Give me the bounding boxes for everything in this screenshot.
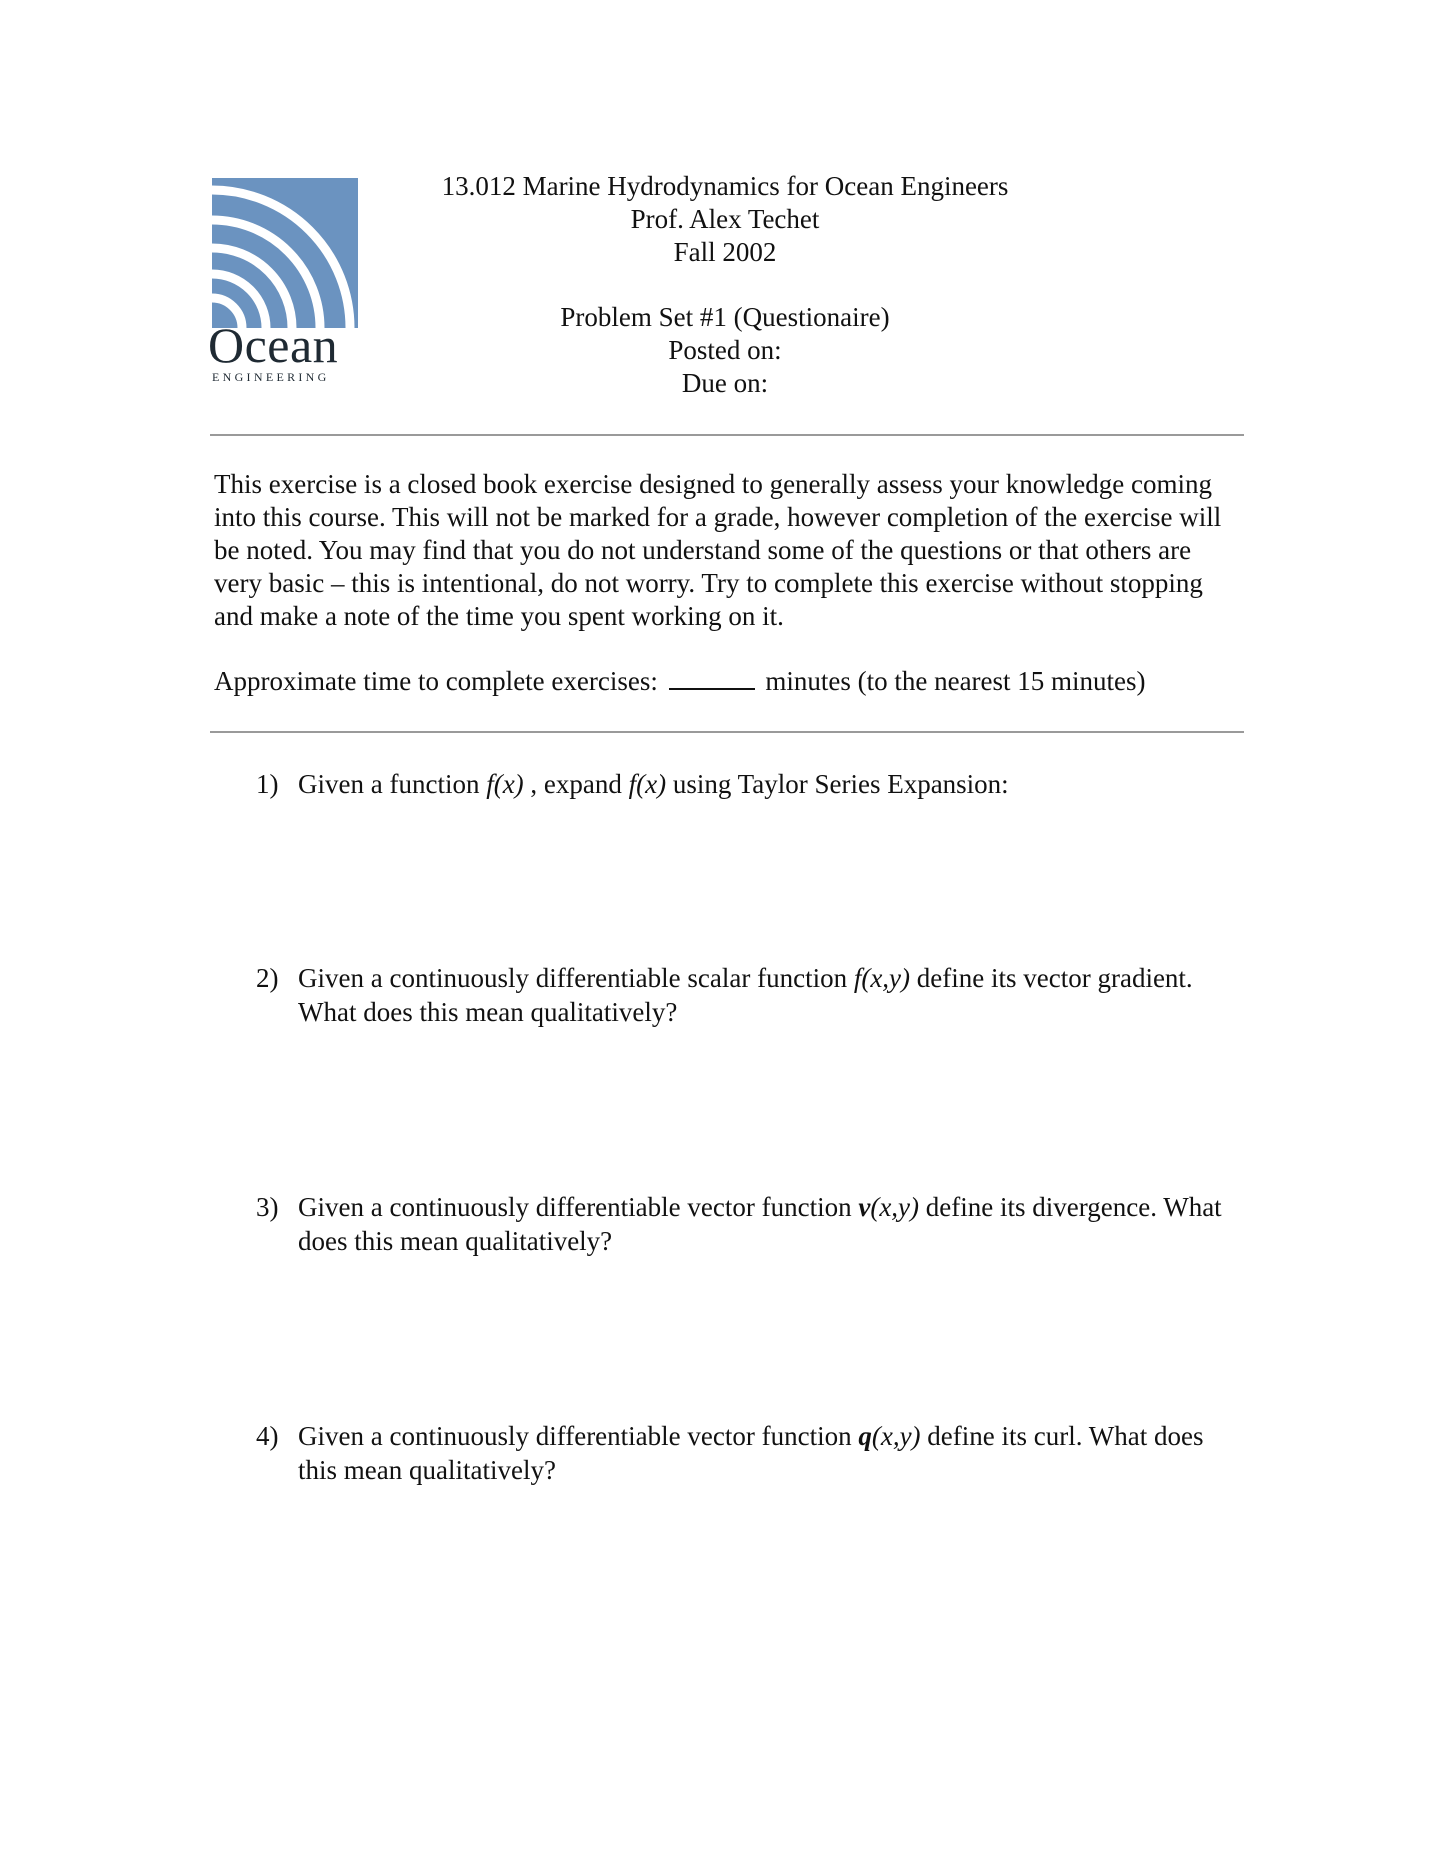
function-symbol: f(x) bbox=[628, 769, 667, 799]
document-header bbox=[380, 170, 1070, 400]
time-label: Approximate time to complete exercises: bbox=[214, 666, 658, 696]
question-text: Given a continuously differentiable vector function v(x,y) define its divergence. What does this mean qualitatively? bbox=[298, 1192, 1222, 1256]
function-args: (x,y) bbox=[871, 1421, 921, 1451]
question-text: Given a continuously differentiable vector function q(x,y) define its curl. What does this mean qualitatively? bbox=[298, 1421, 1204, 1485]
function-symbol: f(x) bbox=[486, 769, 524, 799]
time-estimate-line bbox=[214, 664, 1244, 698]
function-symbol: f(x,y) bbox=[853, 963, 911, 993]
problem-set-title: Problem Set #1 (Questionaire) bbox=[560, 302, 890, 332]
due-on: Due on: bbox=[681, 368, 769, 398]
question-number: 4) bbox=[256, 1421, 279, 1451]
wave-arcs-icon bbox=[212, 178, 358, 328]
question-number: 1) bbox=[256, 769, 279, 799]
logo-wordmark: Ocean bbox=[208, 317, 339, 373]
divider-bottom bbox=[210, 731, 1244, 733]
vector-symbol: v bbox=[858, 1192, 871, 1222]
question-text: Given a function f(x) , expand f(x) using Taylor Series Expansion: bbox=[298, 769, 1009, 799]
instructor-name: Prof. Alex Techet bbox=[630, 204, 820, 234]
course-title: 13.012 Marine Hydrodynamics for Ocean Engineers bbox=[441, 171, 1009, 201]
question-3 bbox=[256, 1190, 1246, 1258]
question-number: 2) bbox=[256, 963, 279, 993]
instructions-paragraph bbox=[214, 468, 1244, 633]
question-text: Given a continuously differentiable scalar function f(x,y) define its vector gradient. What does this mean qualitatively? bbox=[298, 963, 1193, 1027]
question-number: 3) bbox=[256, 1192, 279, 1222]
function-args: (x,y) bbox=[870, 1192, 920, 1222]
time-unit-label: minutes (to the nearest 15 minutes) bbox=[765, 666, 1146, 696]
question-2 bbox=[256, 961, 1246, 1029]
posted-on: Posted on: bbox=[668, 335, 782, 365]
divider-top bbox=[210, 434, 1244, 436]
vector-symbol: q bbox=[858, 1421, 872, 1451]
question-4 bbox=[256, 1419, 1246, 1487]
term: Fall 2002 bbox=[673, 237, 777, 267]
time-blank bbox=[669, 664, 755, 690]
instructions-text: This exercise is a closed book exercise designed to generally assess your knowledge coming into this course. This will not be marked for a grade, however completion of the exercise will be noted. You may find that you do not understand some of the questions or that others are very basic – this is intentional, do not worry. Try to complete this exercise without stopping and make a note of the time you spent working on it. bbox=[214, 469, 1222, 631]
question-1 bbox=[256, 767, 1246, 801]
logo-subtitle: ENGINEERING bbox=[212, 370, 330, 384]
